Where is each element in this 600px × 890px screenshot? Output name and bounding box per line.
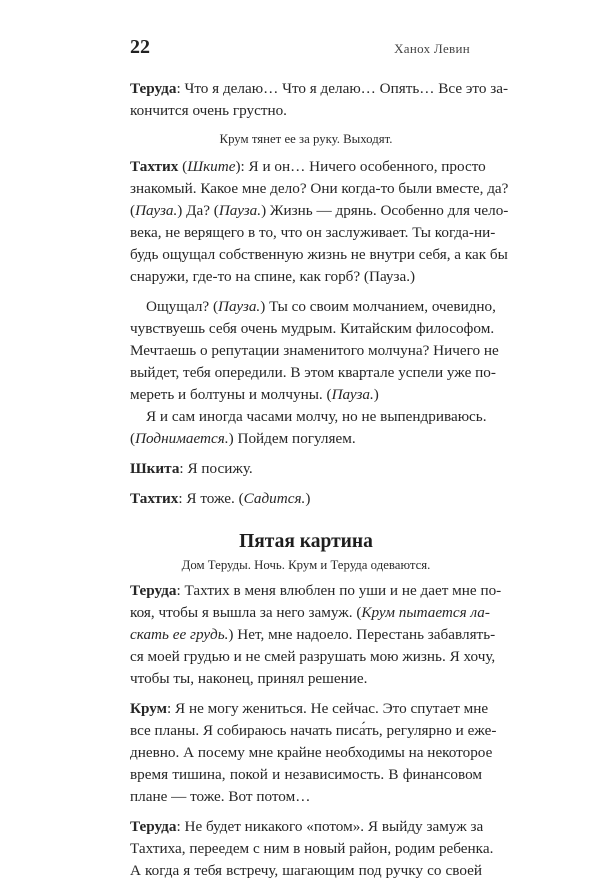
text-line: плане — тоже. Вот потом… [130, 788, 311, 805]
speech-text: мереть и болтуны и молчуны. ( [130, 386, 332, 403]
text-line: ся моей грудью и не смей разрушать мою жизнь. Я хочу, [130, 648, 496, 665]
page-body [130, 78, 509, 890]
text-line: кончится очень грустно. [130, 102, 287, 119]
speech-text: : Тахтих в меня влюблен по уши и не дает мне по- [176, 582, 502, 599]
speech-text: ) [373, 386, 379, 403]
text-line: все планы. Я собираюсь начать писа́ть, регулярно и еже- [130, 722, 497, 739]
speech-takhtikh-4 [130, 488, 482, 510]
text-line: Я и сам иногда часами молчу, но не выпендриваюсь. [146, 408, 487, 425]
stage-direction: Крум тянет ее за руку. Выходят. [219, 132, 393, 146]
stage-direction-inline: Садится. [243, 490, 306, 507]
speech-text: ) Ты со своим молчанием, очевидно, [260, 298, 496, 315]
stage-direction-inline: скать ее грудь. [130, 626, 229, 643]
stage-direction-inline: Пауза. [218, 202, 262, 219]
speech-text: ): Я и он… Ничего особенного, просто [235, 158, 486, 175]
text-line [130, 698, 489, 720]
text-line: Тахтиха, переедем с ним в новый район, родим ребенка. [130, 840, 494, 857]
text-line: время тишина, покой и независимость. В финансовом [130, 766, 482, 783]
speech-text: : Я тоже. ( [178, 490, 244, 507]
speech-teruda-3 [130, 816, 494, 882]
speech-text: Ощущал? ( [146, 298, 218, 315]
page-header [130, 36, 470, 60]
speech-text: ) Да? ( [177, 202, 219, 219]
speech-takhtikh-1 [130, 156, 509, 288]
text-line [130, 458, 482, 480]
text-line [130, 488, 482, 510]
speaker-name: Шкита [130, 460, 180, 477]
speech-text: ) Жизнь — дрянь. Особенно для чело- [261, 202, 509, 219]
speech-text: : Не будет никакого «потом». Я выйду замуж за [176, 818, 484, 835]
text-line [130, 428, 482, 450]
text-line [130, 384, 482, 406]
stage-direction-inline: Пауза. [218, 298, 261, 315]
text-line [130, 602, 490, 624]
speech-teruda-2 [130, 580, 502, 690]
speech-text: ( [178, 158, 188, 175]
text-line: чтобы ты, наконец, принял решение. [130, 670, 368, 687]
text-line: чувствуешь себя очень мудрым. Китайским философом. [130, 320, 495, 337]
speaker-name: Теруда [130, 818, 177, 835]
speech-text: ( [130, 430, 136, 447]
speaker-name: Теруда [130, 582, 177, 599]
stage-direction-inline: Поднимается. [135, 430, 229, 447]
speech-text: ) Пойдем погуляем. [228, 430, 356, 447]
stage-direction-inline: Шките [187, 158, 236, 175]
text-line: века, не верящего в то, что он заслуживает. Ты когда-ни- [130, 224, 496, 241]
text-line [130, 296, 496, 318]
speaker-name: Теруда [130, 80, 177, 97]
speech-text: : Я посижу. [179, 460, 253, 477]
text-line: знакомый. Какое мне дело? Они когда-то были вместе, да? [130, 180, 509, 197]
speech-krum-1 [130, 698, 497, 808]
page-number: 22 [130, 36, 150, 58]
speech-text: ) [305, 490, 311, 507]
text-line: дневно. А посему мне крайне необходимы на некоторое [130, 744, 493, 761]
text-line [130, 200, 509, 222]
stage-direction-inline: Крум пытается ла- [361, 604, 490, 621]
scene-stage-direction: Дом Теруды. Ночь. Крум и Теруда одеваются. [181, 558, 431, 572]
stage-direction-inline: Пауза. [135, 202, 178, 219]
speech-text: коя, чтобы я вышла за него замуж. ( [130, 604, 362, 621]
text-line [130, 156, 486, 178]
speech-text: ) Нет, мне надоело. Перестань забавлять- [228, 626, 496, 643]
scene-title: Пятая картина [239, 531, 373, 552]
text-line: выйдет, тебя опередили. В этом квартале успели уже по- [130, 364, 496, 381]
text-line: Мечтаешь о репутации знаменитого молчуна? Ничего не [130, 342, 499, 359]
running-head: Ханох Левин [394, 41, 470, 56]
speaker-name: Тахтих [130, 158, 179, 175]
speech-takhtikh-3 [130, 406, 487, 450]
text-line [130, 580, 502, 602]
speech-takhtikh-2 [130, 296, 499, 406]
speech-teruda-1 [130, 78, 509, 122]
text-line: будь ощущал собственную жизнь не внутри себя, а как бы [130, 246, 508, 263]
text-line [130, 78, 509, 100]
speech-text: : Что я делаю… Что я делаю… Опять… Все это за- [176, 80, 509, 97]
text-line [130, 816, 482, 838]
stage-direction-inline: Пауза. [331, 386, 374, 403]
speech-text: : Я не могу жениться. Не сейчас. Это спутает мне [167, 700, 489, 717]
speaker-name: Крум [130, 700, 167, 717]
text-line [130, 624, 496, 646]
speaker-name: Тахтих [130, 490, 179, 507]
speech-shkita-1 [130, 458, 482, 480]
speech-text: ( [130, 202, 136, 219]
text-line: снаружи, где-то на спине, как горб? (Пауза.) [130, 268, 416, 285]
text-line: А когда я тебя встречу, шагающим под ручку со своей [130, 862, 482, 879]
